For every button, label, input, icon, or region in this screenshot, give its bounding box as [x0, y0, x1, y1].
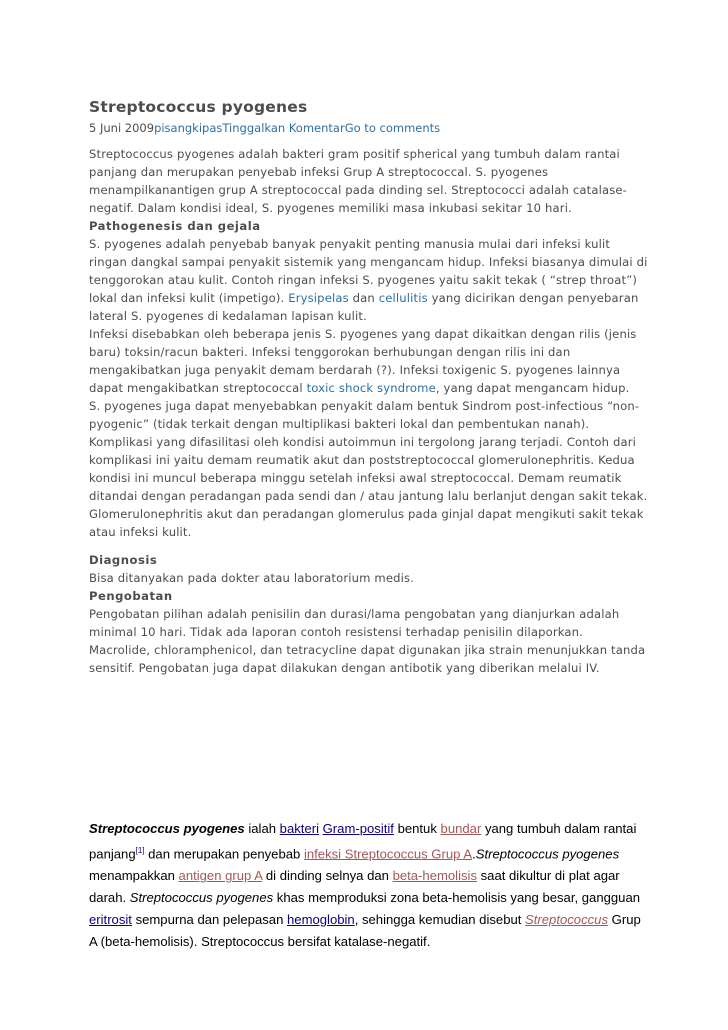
- leave-comment-link[interactable]: Tinggalkan Komentar: [222, 121, 345, 135]
- streptococcus-link-text: Streptococcus: [525, 912, 609, 928]
- treatment-paragraph-1: Pengobatan pilihan adalah penisilin dan durasi/lama pengobatan yang dianjurkan adalah minimal 10 hari. Tidak ada laporan contoh resistensi terhadap penisilin dilaporkan.: [89, 607, 620, 639]
- wiki-term-3: Streptococcus pyogenes: [129, 890, 274, 906]
- toxin-text-a: Infeksi disebabkan oleh beberapa jenis S. pyogenes yang dapat dikaitkan dengan rilis (jenis baru) toksin/racun bakteri. Infeksi tenggorokan berhubungan dengan rilis ini dan mengakibatkan juga penyakit demam berdarah (?). Infeksi toxigenic S. pyogenes lainnya dapat mengakibatkan streptococcal: [89, 327, 637, 395]
- wiki-text: sempurna dan pelepasan: [131, 912, 287, 928]
- beta-hemolisis-link[interactable]: beta-hemolisis: [392, 868, 477, 884]
- intro-paragraph: Streptococcus pyogenes adalah bakteri gram positif spherical yang tumbuh dalam rantai panjang dan merupakan penyebab infeksi Grup A streptococcal. S. pyogenes menampilkanantigen grup A streptococcal pada dinding sel. Streptococci adalah catalase-negatif. Dalam kondisi ideal, S. pyogenes memiliki masa inkubasi sekitar 10 hari.: [89, 147, 628, 215]
- heading-diagnosis: Diagnosis: [89, 553, 158, 567]
- cellulitis-link[interactable]: cellulitis: [378, 291, 428, 305]
- blog-post: [89, 97, 649, 677]
- wiki-excerpt: [89, 818, 649, 953]
- streptococcus-link[interactable]: [525, 912, 608, 927]
- bakteri-link[interactable]: bakteri: [279, 821, 319, 836]
- author-link[interactable]: pisangkipas: [154, 121, 223, 135]
- pathogenesis-text-a: S. pyogenes adalah penyebab banyak penyakit penting manusia mulai dari infeksi kulit ringan dangkal sampai penyakit sistemik yang mengancam hidup. Infeksi biasanya dimulai di tenggorokan atau kulit. Contoh ringan infeksi S. pyogenes yaitu sakit tekak ( “strep throat”) lokal dan infeksi kulit (impetigo).: [89, 237, 648, 305]
- wiki-text: khas memproduksi zona beta-hemolisis yang besar, gangguan: [273, 890, 641, 906]
- pathogenesis-paragraph-1: [89, 235, 649, 325]
- wiki-text: Grup A (beta-hemolisis). Streptococcus bersifat katalase-negatif.: [89, 912, 641, 950]
- wiki-term-2: Streptococcus pyogenes: [475, 846, 620, 862]
- wiki-text: di dinding selnya dan: [262, 868, 393, 884]
- conjunction-text: dan: [352, 291, 375, 305]
- wiki-text: ialah: [244, 821, 280, 836]
- eritrosit-link[interactable]: eritrosit: [89, 912, 132, 928]
- go-to-comments-link[interactable]: Go to comments: [344, 121, 441, 135]
- post-date: 5 Juni 2009: [89, 121, 155, 135]
- toxin-text-b: , yang dapat mengancam hidup.: [435, 381, 630, 395]
- hemoglobin-link[interactable]: hemoglobin: [287, 912, 355, 928]
- wiki-text: bentuk: [393, 821, 441, 836]
- wiki-paragraph: [89, 818, 649, 953]
- pathogenesis-paragraph-2: [89, 325, 649, 397]
- wiki-text: , sehingga kemudian disebut: [354, 912, 526, 928]
- wiki-text: .: [472, 846, 476, 862]
- wiki-term: Streptococcus pyogenes: [89, 821, 245, 836]
- gram-positif-link[interactable]: Gram-positif: [322, 821, 394, 836]
- heading-pengobatan: Pengobatan: [89, 589, 173, 603]
- bundar-link[interactable]: bundar: [440, 821, 482, 836]
- antigen-grup-a-link[interactable]: antigen grup A: [178, 868, 263, 884]
- pathogenesis-text-b: yang dicirikan dengan penyebaran lateral S. pyogenes di kedalaman lapisan kulit.: [89, 291, 639, 323]
- erysipelas-link[interactable]: Erysipelas: [288, 291, 349, 305]
- infeksi-streptococcus-grup-a-link[interactable]: infeksi Streptococcus Grup A: [303, 846, 473, 862]
- wiki-text: saat dikultur di plat agar darah.: [89, 868, 620, 906]
- wiki-text: menampakkan: [89, 868, 179, 884]
- wiki-text: dan merupakan penyebab: [144, 846, 304, 862]
- heading-pathogenesis: Pathogenesis dan gejala: [89, 219, 261, 233]
- pathogenesis-paragraph-3: S. pyogenes juga dapat menyebabkan penyakit dalam bentuk Sindrom post-infectious “non-pyogenic” (tidak terkait dengan multiplikasi bakteri lokal dan pembentukan nanah). Komplikasi yang difasilitasi oleh kondisi autoimmun ini tergolong jarang terjadi. Contoh dari komplikasi ini yaitu demam reumatik akut dan poststreptococcal glomerulonephritis. Kedua kondisi ini muncul beberapa minggu setelah infeksi awal streptococcal. Demam reumatik ditandai dengan peradangan pada sendi dan / atau jantung lalu berlanjut dengan sakit tekak. Glomerulonephritis akut dan peradangan glomerulus pada ginjal dapat mengikuti sakit tekak atau infeksi kulit.: [89, 399, 648, 539]
- post-title: Streptococcus pyogenes: [89, 98, 308, 116]
- post-body: [89, 145, 649, 677]
- citation-link[interactable]: [1]: [135, 846, 145, 855]
- treatment-paragraph-2: Macrolide, chloramphenicol, dan tetracycline dapat digunakan jika strain menunjukkan tanda sensitif. Pengobatan juga dapat dilakukan dengan antibotik yang diberikan melalui IV.: [89, 643, 646, 675]
- toxic-shock-syndrome-link[interactable]: toxic shock syndrome: [306, 381, 436, 395]
- diagnosis-paragraph: Bisa ditanyakan pada dokter atau laboratorium medis.: [89, 571, 415, 585]
- wiki-text: yang tumbuh dalam rantai panjang: [89, 821, 637, 862]
- post-meta: [89, 120, 649, 137]
